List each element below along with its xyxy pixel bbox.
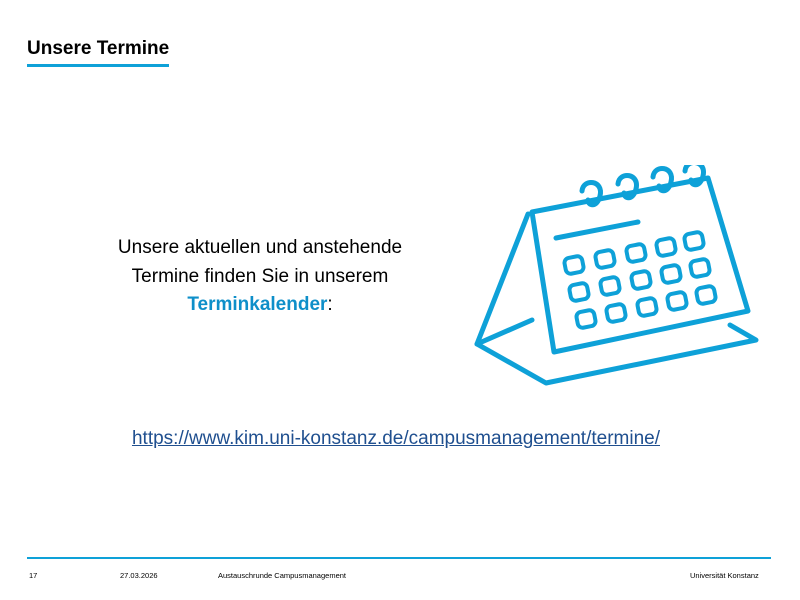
terminkalender-keyword: Terminkalender (187, 294, 328, 315)
body-line-2: Termine finden Sie in unserem (131, 265, 389, 287)
keyword-suffix: : (327, 294, 333, 315)
page-number: 17 (29, 571, 38, 580)
slide-title: Unsere Termine (27, 36, 169, 67)
footer-organization: Universität Konstanz (690, 571, 759, 580)
footer-divider (27, 557, 771, 559)
footer-date: 27.03.2026 (120, 571, 158, 580)
body-line-3 (60, 291, 460, 320)
slide-body-text (60, 234, 460, 320)
footer-event-title: Austauschrunde Campusmanagement (218, 571, 346, 580)
body-line-1: Unsere aktuellen und anstehende (117, 237, 403, 258)
calendar-icon (468, 165, 760, 390)
termine-link[interactable]: https://www.kim.uni-konstanz.de/campusmanagement/termine/ (131, 428, 660, 449)
termine-link-container (0, 426, 792, 452)
